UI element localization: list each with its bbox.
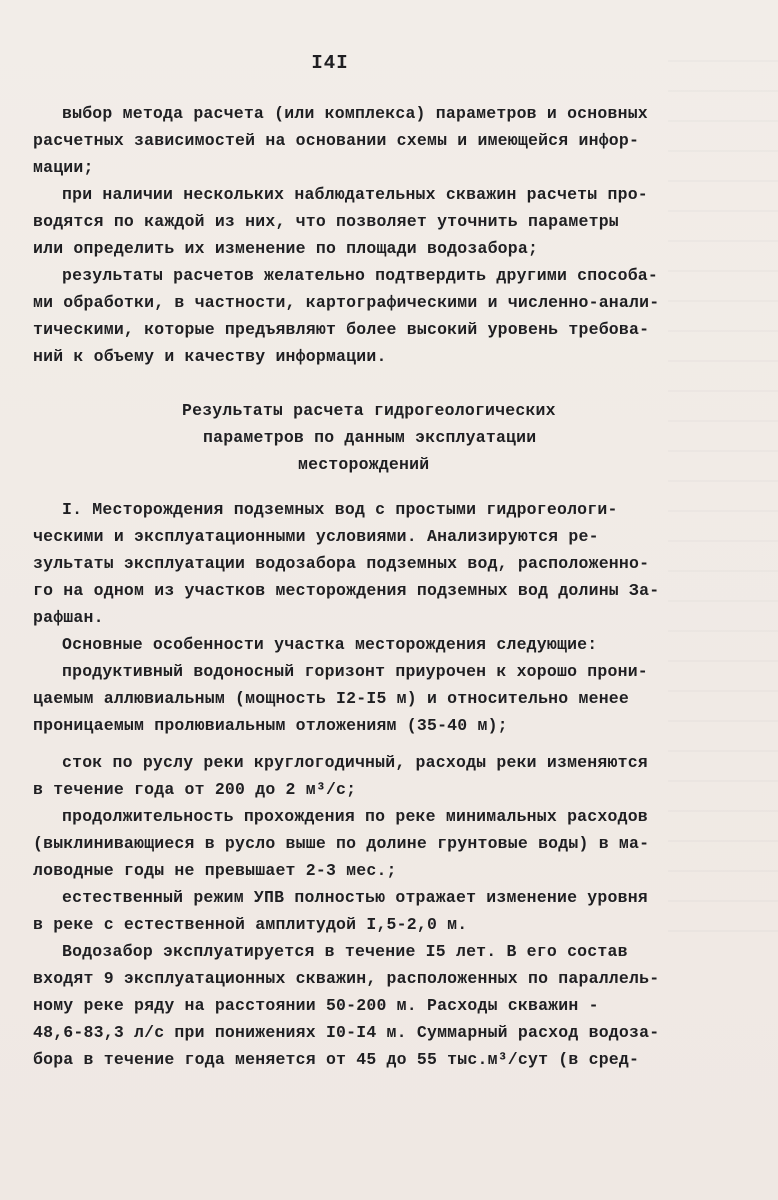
section-heading-line: месторождений xyxy=(298,455,430,474)
intro-line: мации; xyxy=(33,158,94,177)
intro-line: ми обработки, в частности, картографическими и численно-анали- xyxy=(33,293,660,312)
body-line: рафшан. xyxy=(33,608,104,627)
body-line: в течение года от 200 до 2 м³/с; xyxy=(33,780,357,799)
body-line: го на одном из участков месторождения подземных вод долины За- xyxy=(33,581,660,600)
intro-line: результаты расчетов желательно подтвердить другими способа- xyxy=(62,266,658,285)
body-line: 48,6-83,3 л/с при понижениях I0-I4 м. Суммарный расход водоза- xyxy=(33,1023,660,1042)
section-heading-line: Результаты расчета гидрогеологических xyxy=(182,401,556,420)
body-line: входят 9 эксплуатационных скважин, расположенных по параллель- xyxy=(33,969,660,988)
body-line: продуктивный водоносный горизонт приурочен к хорошо прони- xyxy=(62,662,648,681)
body-line: зультаты эксплуатации водозабора подземных вод, расположенно- xyxy=(33,554,650,573)
intro-line: расчетных зависимостей на основании схемы и имеющейся инфор- xyxy=(33,131,640,150)
body-line: ловодные годы не превышает 2-3 мес.; xyxy=(33,861,397,880)
intro-line: тическими, которые предъявляют более высокий уровень требова- xyxy=(33,320,650,339)
body-line: I. Месторождения подземных вод с простыми гидрогеологи- xyxy=(62,500,618,519)
body-line: цаемым аллювиальным (мощность I2-I5 м) и относительно менее xyxy=(33,689,629,708)
bleed-through-texture xyxy=(668,60,778,960)
body-line: Водозабор эксплуатируется в течение I5 лет. В его состав xyxy=(62,942,628,961)
intro-line: при наличии нескольких наблюдательных скважин расчеты про- xyxy=(62,185,648,204)
body-line: продолжительность прохождения по реке минимальных расходов xyxy=(62,807,648,826)
intro-line: выбор метода расчета (или комплекса) параметров и основных xyxy=(62,104,648,123)
body-line: проницаемым пролювиальным отложениям (35-40 м); xyxy=(33,716,508,735)
intro-line: водятся по каждой из них, что позволяет уточнить параметры xyxy=(33,212,619,231)
body-line: ческими и эксплуатационными условиями. Анализируются ре- xyxy=(33,527,599,546)
body-line: в реке с естественной амплитудой I,5-2,0 м. xyxy=(33,915,468,934)
body-line: естественный режим УПВ полностью отражает изменение уровня xyxy=(62,888,648,907)
body-line: (выклинивающиеся в русло выше по долине грунтовые воды) в ма- xyxy=(33,834,650,853)
intro-line: или определить их изменение по площади водозабора; xyxy=(33,239,539,258)
page-number: I4I xyxy=(311,52,349,74)
body-line: Основные особенности участка месторождения следующие: xyxy=(62,635,598,654)
section-heading-line: параметров по данным эксплуатации xyxy=(203,428,537,447)
body-line: бора в течение года меняется от 45 до 55 тыс.м³/сут (в сред- xyxy=(33,1050,640,1069)
body-line: сток по руслу реки круглогодичный, расходы реки изменяются xyxy=(62,753,648,772)
body-line: ному реке ряду на расстоянии 50-200 м. Расходы скважин - xyxy=(33,996,599,1015)
intro-line: ний к объему и качеству информации. xyxy=(33,347,387,366)
